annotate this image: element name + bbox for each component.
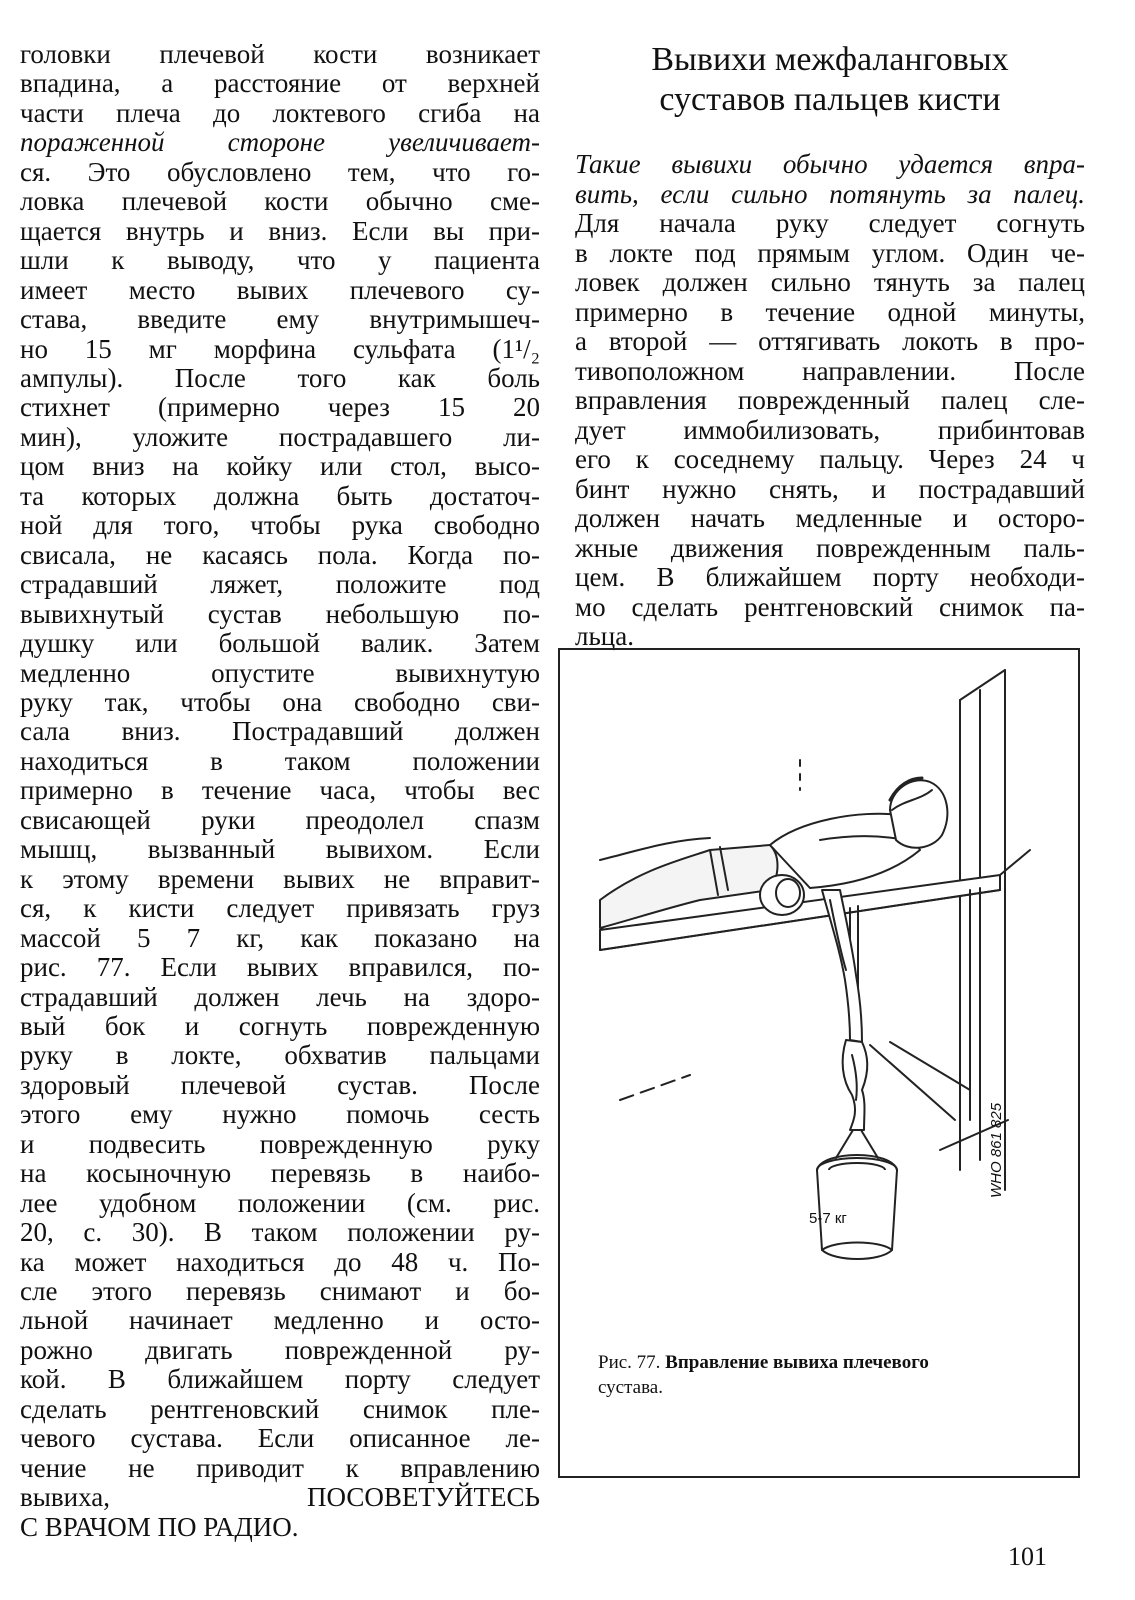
text-line: рожно двигать поврежденной ру-	[20, 1334, 540, 1365]
text-line: лее удобном положении (см. рис.	[20, 1187, 540, 1218]
text-line: этого ему нужно помочь сесть	[20, 1099, 540, 1130]
section-title	[575, 40, 1085, 120]
text-line: но 15 мг морфина сульфата (1¹/₂	[20, 333, 540, 364]
text-line: жные движения поврежденным паль-	[575, 532, 1085, 563]
text-line: рис. 77. Если вывих вправился, по-	[20, 952, 540, 983]
text-line: мин), уложите пострадавшего ли-	[20, 421, 540, 452]
text-line: на косыночную перевязь в наибо-	[20, 1158, 540, 1189]
text-line: става, введите ему внутримышеч-	[20, 304, 540, 335]
text-line: страдавший должен лечь на здоро-	[20, 981, 540, 1012]
text-line: мышц, вызванный вывихом. Если	[20, 834, 540, 865]
text-line: чевого сустава. Если описанное ле-	[20, 1423, 540, 1454]
text-line: вправления поврежденный палец сле-	[575, 385, 1085, 415]
page-number: 101	[1008, 1542, 1047, 1571]
text-line: должен начать медленные и осторо-	[575, 503, 1085, 533]
text-line: в локте под прямым углом. Один че-	[575, 237, 1085, 268]
text-line: имеет место вывих плечевого су-	[20, 274, 540, 305]
text-line: головки плечевой кости возникает	[20, 39, 540, 69]
text-line: стихнет (примерно через 15 20	[20, 392, 540, 423]
text-line: вить, если сильно потянуть за палец.	[575, 178, 1085, 209]
text-line: цом вниз на койку или стол, высо-	[20, 451, 540, 482]
caption-title: Вправление вывиха плечевого	[665, 1352, 929, 1373]
text-line: бинт нужно снять, и пострадавший	[575, 473, 1085, 504]
text-line: 20, с. 30). В таком положении ру-	[20, 1217, 540, 1248]
caption-prefix: Рис. 77.	[598, 1352, 666, 1373]
text-line: пораженной стороне увеличивает-	[20, 127, 540, 158]
text-line: душку или большой валик. Затем	[20, 628, 540, 659]
text-line: части плеча до локтевого сгиба на	[20, 97, 540, 128]
text-line: вый бок и согнуть поврежденную	[20, 1010, 540, 1041]
text-line: к этому времени вывих не вправит-	[20, 863, 540, 894]
text-line: а второй — оттягивать локоть в про-	[575, 326, 1085, 356]
text-line: щается внутрь и вниз. Если вы при-	[20, 215, 540, 246]
text-line: примерно в течение часа, чтобы вес	[20, 775, 540, 806]
text-line: кой. В ближайшем порту следует	[20, 1364, 540, 1395]
text-line: мо сделать рентгеновский снимок па-	[575, 591, 1085, 622]
text-line: дует иммобилизовать, прибинтовав	[575, 414, 1085, 445]
text-line: ся. Это обусловлено тем, что го-	[20, 156, 540, 187]
caption-rest: сустава.	[598, 1377, 663, 1398]
text-line: ся, к кисти следует привязать груз	[20, 893, 540, 924]
text-line: ка может находиться до 48 ч. По-	[20, 1246, 540, 1277]
text-line: вывиха, ПОСОВЕТУЙТЕСЬ	[20, 1482, 540, 1513]
text-line: Для начала руку следует согнуть	[575, 208, 1085, 238]
text-line: сделать рентгеновский снимок пле-	[20, 1393, 540, 1424]
text-line: свисающей руки преодолел спазм	[20, 804, 540, 835]
text-line: ловка плечевой кости обычно сме-	[20, 186, 540, 217]
text-line: сле этого перевязь снимают и бо-	[20, 1276, 540, 1307]
left-text-column	[20, 40, 540, 1542]
text-line: свисала, не касаясь пола. Когда по-	[20, 539, 540, 570]
text-line: чение не приводит к вправлению	[20, 1452, 540, 1483]
text-line: С ВРАЧОМ ПО РАДИО.	[20, 1511, 299, 1542]
text-line: здоровый плечевой сустав. После	[20, 1069, 540, 1100]
text-line: Такие вывихи обычно удается впра-	[575, 149, 1085, 179]
text-line: массой 5 7 кг, как показано на	[20, 922, 540, 953]
text-line: цем. В ближайшем порту необходи-	[575, 562, 1085, 592]
section-body	[575, 150, 1085, 652]
text-line: шли к выводу, что у пациента	[20, 245, 540, 276]
text-line: руку в локте, обхватив пальцами	[20, 1040, 540, 1071]
text-line: и подвесить поврежденную руку	[20, 1128, 540, 1159]
text-line: сала вниз. Пострадавший должен	[20, 716, 540, 747]
bucket-weight-label: 5-7 кг	[809, 1210, 847, 1227]
text-line: ловек должен сильно тянуть за палец	[575, 267, 1085, 297]
text-line: тивоположном направлении. После	[575, 355, 1085, 386]
text-line: находиться в таком положении	[20, 745, 540, 776]
right-text-column	[575, 40, 1085, 652]
figure-code: WHO 861 825	[988, 1102, 1005, 1198]
text-line: та которых должна быть достаточ-	[20, 480, 540, 511]
text-line: ампулы). После того как боль	[20, 362, 540, 393]
text-line: льца.	[575, 621, 634, 651]
section-title-line: суставов пальцев кисти	[659, 81, 1001, 118]
text-line: льной начинает медленно и осто-	[20, 1305, 540, 1336]
text-line: страдавший ляжет, положите под	[20, 569, 540, 600]
text-line: ной для того, чтобы рука свободно	[20, 510, 540, 541]
figure-caption	[598, 1350, 1048, 1400]
text-line: его к соседнему пальцу. Через 24 ч	[575, 444, 1085, 474]
text-line: примерно в течение одной минуты,	[575, 296, 1085, 327]
text-line: вывихнутый сустав небольшую по-	[20, 598, 540, 629]
text-line: впадина, а расстояние от верхней	[20, 68, 540, 99]
section-title-line: Вывихи межфаланговых	[651, 41, 1009, 78]
figure-77	[558, 648, 1080, 1478]
text-line: медленно опустите вывихнутую	[20, 657, 540, 688]
text-line: руку так, чтобы она свободно сви-	[20, 686, 540, 717]
